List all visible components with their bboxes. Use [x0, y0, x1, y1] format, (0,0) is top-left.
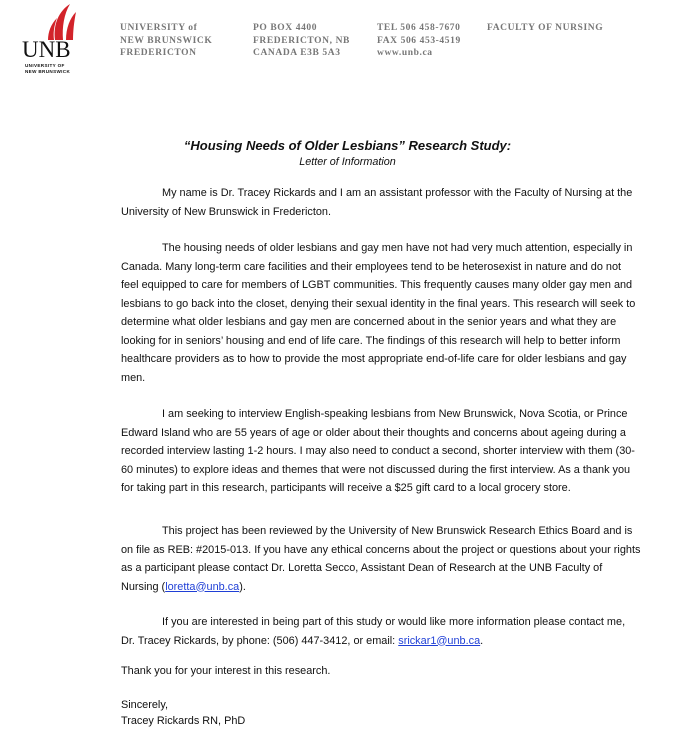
paragraph-intro-text: My name is Dr. Tracey Rickards and I am an assistant professor with the Faculty of Nursing at the University of New Brunswick in Fredericton. [121, 187, 633, 218]
researcher-email-link[interactable]: srickar1@unb.ca [398, 634, 481, 647]
paragraph-background-text: The housing needs of older lesbians and gay men have not had very much attention, especially in Canada. Many long-term care facilities and their employees tend to be heterosexist in nature and do not feel equipped to care for members of LGBT communities. This frequently causes many older gay men and lesbians to go back into the closet, denying their sexual identity in the final years. This research will seek to determine what older lesbians and gay men are concerned about in the senior years and what they are looking for in seniors’ housing and end of life care. The findings of this research will help to better inform healthcare providers as to how to provide the most appropriate end-of-life care for older lesbians and gay men. [121, 242, 636, 384]
institution-name: UNIVERSITY of NEW BRUNSWICK FREDERICTON [120, 23, 213, 58]
unb-wordmark: UNB [22, 37, 71, 62]
contact-info: TEL 506 458-7670 FAX 506 453-4519 www.unb.ca [377, 23, 461, 58]
letter-subtitle: Letter of Information [299, 156, 396, 168]
paragraph-ethics [121, 522, 641, 596]
paragraph-participants [121, 405, 641, 498]
ethics-email-link[interactable]: loretta@unb.ca [165, 580, 240, 593]
paragraph-contact-end: . [480, 634, 484, 647]
paragraph-participants-text: I am seeking to interview English-speaking lesbians from New Brunswick, Nova Scotia, or Prince Edward Island who are 55 years of age or older about their thoughts and concerns about ageing during a recorded interview lasting 1-2 hours. I may also need to conduct a second, shorter interview with them (30-60 minutes) to explore ideas and themes that were not discussed during the first interview. As a thank you for taking part in this research, participants will receive a $25 gift card to a local grocery store. [121, 408, 635, 494]
unb-logo-subtitle: UNIVERSITY OF NEW BRUNSWICK [25, 63, 71, 74]
paragraph-background [121, 239, 641, 387]
closing-block [121, 697, 641, 729]
paragraph-thanks: Thank you for your interest in this research. [121, 665, 331, 677]
closing-signatory: Tracey Rickards RN, PhD [121, 715, 246, 727]
paragraph-contact-text: If you are interested in being part of this study or would like more information please contact me, Dr. Tracey Rickards, by phone: (506) 447-3412, or email: [121, 616, 626, 647]
unb-logo-mark [22, 2, 78, 42]
paragraph-intro [121, 184, 641, 221]
postal-address: PO BOX 4400 FREDERICTON, NB CANADA E3B 5A3 [253, 23, 350, 58]
paragraph-ethics-text: This project has been reviewed by the University of New Brunswick Research Ethics Board and is on file as REB: #2015-013. If you have any ethical concerns about the project or questions about your rights as a participant please contact Dr. Loretta Secco, Assistant Dean of Research at the UNB Faculty of Nursing ( [121, 525, 641, 593]
closing-salutation: Sincerely, [121, 699, 169, 711]
paragraph-ethics-end: ). [239, 580, 246, 593]
paragraph-contact [121, 613, 641, 650]
letter-title: “Housing Needs of Older Lesbians” Research Study: [183, 138, 512, 153]
faculty-name: FACULTY OF NURSING [487, 23, 604, 33]
